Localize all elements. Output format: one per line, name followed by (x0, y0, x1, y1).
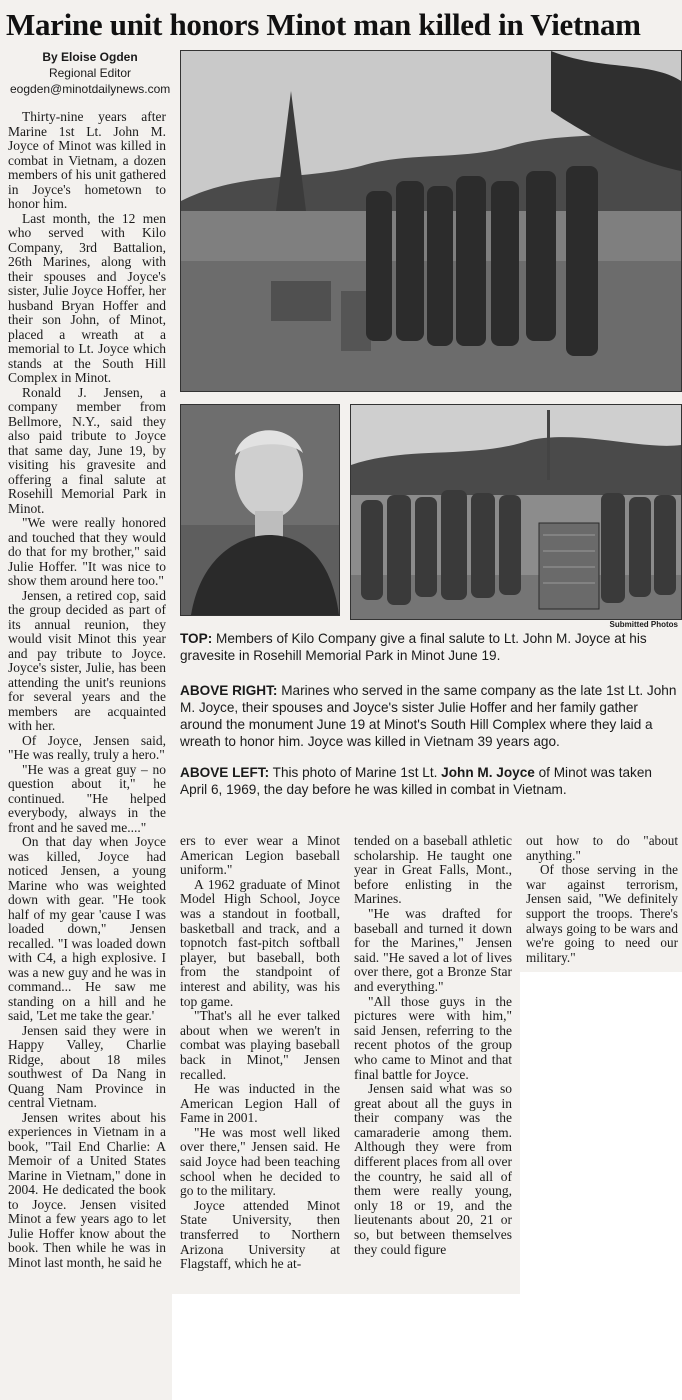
byline-role: Regional Editor (48, 66, 132, 80)
article-paragraph: Jensen, a retired cop, said the group decided as part of its annual reunion, they would visit Minot this year and pay tribute to Joyce. Joyce's sister, Julie, has been attending the unit's reunions for several years and the members are acquainted with her. (8, 587, 166, 733)
article-column-3 (354, 834, 512, 1290)
article-paragraph: Of those serving in the war against terrorism, Jensen said, "We definitely support the troops. There's always going to be wars and we're going to need our military." (526, 862, 678, 965)
photo-group-monument (350, 404, 682, 620)
caption-above-left-text-after: of Minot was taken April 6, 1969, the day before he was killed in combat in Vietnam. (180, 765, 652, 797)
article-paragraph: Jensen said they were in Happy Valley, Charlie Ridge, about 18 miles southwest of Da Nang in Quang Nam Province in central Vietnam. (8, 1022, 166, 1110)
caption-above-right (180, 682, 680, 750)
article-paragraph: Jensen writes about his experiences in Vietnam in a book, "Tail End Charlie: A Memoir of a United States Marine in Vietnam," done in 2004. He dedicated the book to Joyce. Jensen visited Minot a few years ago to let Julie Hoffer know about the book. Then while he was in Minot last month, he said he (8, 1109, 166, 1270)
article-paragraph: Of Joyce, Jensen said, "He was really, truly a hero." (8, 732, 166, 762)
article-column-1 (8, 110, 166, 1398)
article-paragraph: Jensen said what was so great about all the guys in their company was the camaraderie among them. Although they were from different places from all over the country, he said all of them were really young, only 18 or 19, and the lieutenants about 20, 21 or so, but between themselves they could figure (354, 1081, 512, 1257)
caption-above-right-text: Marines who served in the same company as the late 1st Lt. John M. Joyce, their spouses and Joyce's sister Julie Hoffer and her family gather around the monument June 19 at Minot's South Hill Complex where they laid a wreath to honor him. Joyce was killed in Vietnam 39 years ago. (180, 683, 677, 749)
byline-email: eogden@minotdailynews.com (10, 82, 171, 96)
article-paragraph: "All those guys in the pictures were with him," said Jensen, referring to the recent photos of the group who came to Minot and that final battle for Joyce. (354, 993, 512, 1082)
article-paragraph: A 1962 graduate of Minot Model High School, Joyce was a standout in football, basketball and track, and a topnotch fast-pitch softball player, but baseball, both from the standpoint of interest and ability, was his top game. (180, 876, 340, 1009)
article-paragraph: "He was most well liked over there," Jensen said. He said Joyce had been teaching school when he decided to go to the military. (180, 1124, 340, 1199)
caption-top-label: TOP: (180, 631, 213, 646)
caption-above-left-label: ABOVE LEFT: (180, 765, 270, 780)
caption-top (180, 630, 680, 664)
article-paragraph: Ronald J. Jensen, a company member from Bellmore, N.Y., said they also paid tribute to Joyce that same day, June 19, by visiting his gravesite and offering a final salute at Rosehill Memorial Park in Minot. (8, 384, 166, 516)
article-paragraph: Last month, the 12 men who served with Kilo Company, 3rd Battalion, 26th Marines, along with their spouses and Joyce's sister, Julie Joyce Hoffer, her husband Bryan Hoffer and their son John, of Minot, placed a wreath at a memorial to Lt. Joyce which stands at the South Hill Complex in Minot. (8, 210, 166, 385)
photo-salute-gravesite (180, 50, 682, 392)
article-paragraph: Joyce attended Minot State University, then transferred to Northern Arizona University at Flagstaff, which he at- (180, 1197, 340, 1272)
article-paragraph: "He was drafted for baseball and turned it down for the Marines," Jensen said. "He saved a lot of lives over there, got a Bronze Star and everything." (354, 905, 512, 994)
article-paragraph: "He was a great guy – no question about it," he continued. "He helped everybody, always in the front and he saved me...." (8, 761, 166, 835)
photo-credit: Submitted Photos (609, 620, 678, 629)
article-paragraph: Thirty-nine years after Marine 1st Lt. John M. Joyce of Minot was killed in combat in Vietnam, a dozen members of his unit gathered in Joyce's hometown to honor him. (8, 110, 166, 211)
article-paragraph: tended on a baseball athletic scholarship. He taught one year in Great Falls, Mont., before enlisting in the Marines. (354, 834, 512, 907)
photo-portrait-joyce (180, 404, 340, 616)
caption-above-left-text-before: This photo of Marine 1st Lt. (272, 765, 438, 780)
headline: Marine unit honors Minot man killed in Vietnam (6, 7, 641, 42)
article-paragraph: On that day when Joyce was killed, Joyce had noticed Jensen, a young Marine who was weighted down with gear. "He took half of my gear 'cause I was loaded down," Jensen recalled. "I was loaded down with C4, a high explosive. I was a new guy and he was in command... He saw me standing on a hill and he said, 'Let me take the gear.' (8, 834, 166, 1023)
article-paragraph: "That's all he ever talked about when we weren't in combat was playing baseball back in Minot," Jensen recalled. (180, 1008, 340, 1082)
caption-above-right-label: ABOVE RIGHT: (180, 683, 278, 698)
article-paragraph: out how to do "about anything." (526, 834, 678, 863)
article-paragraph: He was inducted in the American Legion Hall of Fame in 2001. (180, 1081, 340, 1126)
article-column-4 (526, 834, 678, 970)
caption-above-left-name: John M. Joyce (441, 765, 535, 780)
article-paragraph: ers to ever wear a Minot American Legion baseball uniform." (180, 834, 340, 878)
byline-author: By Eloise Ogden (42, 50, 138, 64)
caption-top-text: Members of Kilo Company give a final salute to Lt. John M. Joyce at his gravesite in Rosehill Memorial Park in Minot June 19. (180, 631, 647, 663)
caption-above-left (180, 764, 680, 798)
article-column-2 (180, 834, 340, 1290)
article-paragraph: "We were really honored and touched that they would do that for my brother," said Julie Hoffer. "It was nice to show them around here too." (8, 515, 166, 588)
